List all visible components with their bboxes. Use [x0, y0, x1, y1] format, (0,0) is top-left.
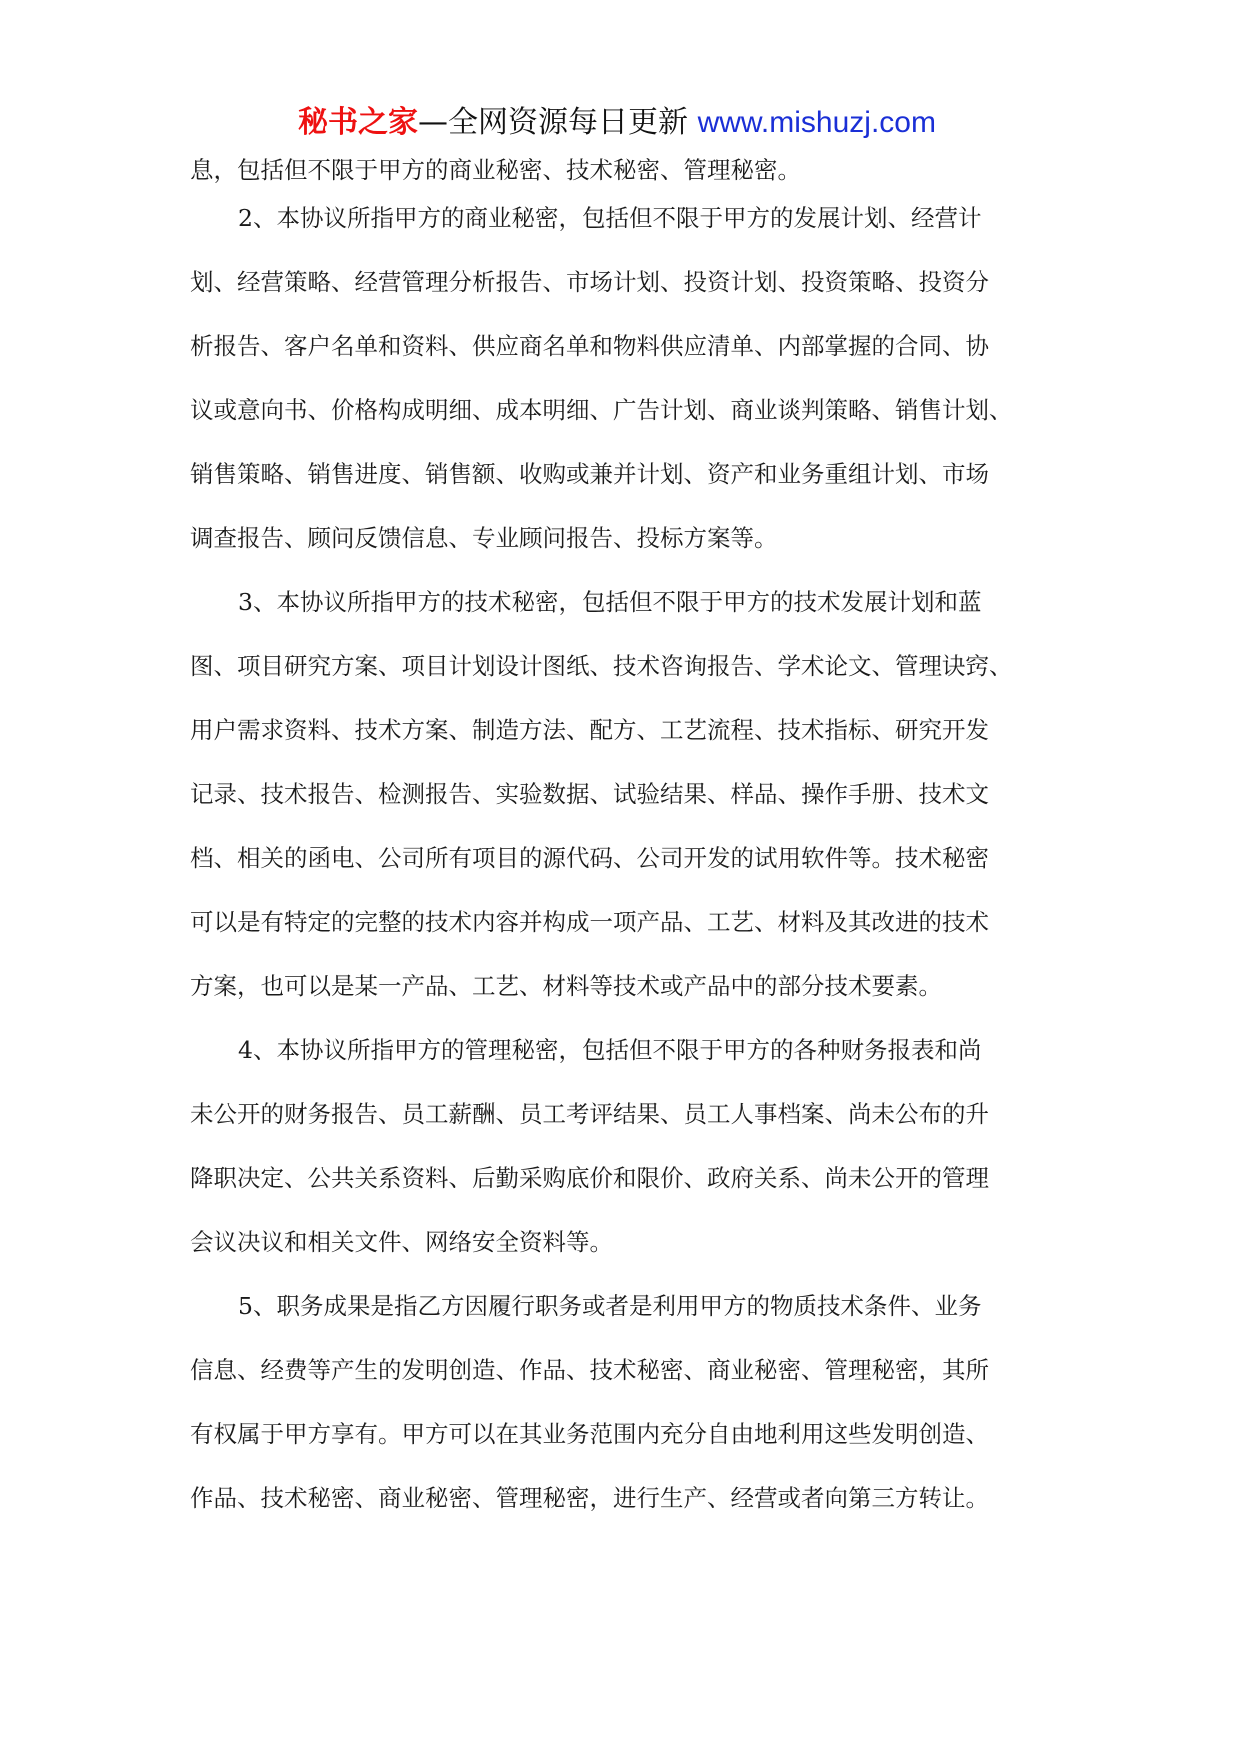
text-line: 销售策略、销售进度、销售额、收购或兼并计划、资产和业务重组计划、市场	[190, 460, 989, 488]
text-line: 调查报告、顾问反馈信息、专业顾问报告、投标方案等。	[190, 524, 778, 552]
text-line: 记录、技术报告、检测报告、实验数据、试验结果、样品、操作手册、技术文	[190, 780, 989, 808]
paragraph-3-start: 3、本协议所指甲方的技术秘密，包括但不限于甲方的技术发展计划和蓝	[238, 588, 982, 616]
page-header	[0, 103, 1234, 143]
text-line: 息，包括但不限于甲方的商业秘密、技术秘密、管理秘密。	[190, 156, 801, 184]
paragraph-5-start: 5、职务成果是指乙方因履行职务或者是利用甲方的物质技术条件、业务	[238, 1292, 982, 1320]
paragraph-2-start: 2、本协议所指甲方的商业秘密，包括但不限于甲方的发展计划、经营计	[238, 204, 982, 232]
header-url-link[interactable]: www.mishuzj.com	[697, 106, 936, 139]
text-line: 议或意向书、价格构成明细、成本明细、广告计划、商业谈判策略、销售计划、	[190, 396, 1013, 424]
text-line: 会议决议和相关文件、网络安全资料等。	[190, 1228, 613, 1256]
document-body	[190, 148, 1060, 1540]
text-line: 有权属于甲方享有。甲方可以在其业务范围内充分自由地利用这些发明创造、	[190, 1420, 989, 1448]
text-line: 析报告、客户名单和资料、供应商名单和物料供应清单、内部掌握的合同、协	[190, 332, 989, 360]
text-line: 可以是有特定的完整的技术内容并构成一项产品、工艺、材料及其改进的技术	[190, 908, 989, 936]
header-site-name: 秘书之家	[298, 105, 419, 140]
header-tagline: —全网资源每日更新	[418, 105, 698, 140]
text-line: 信息、经费等产生的发明创造、作品、技术秘密、商业秘密、管理秘密，其所	[190, 1356, 989, 1384]
text-line: 档、相关的函电、公司所有项目的源代码、公司开发的试用软件等。技术秘密	[190, 844, 989, 872]
text-line: 划、经营策略、经营管理分析报告、市场计划、投资计划、投资策略、投资分	[190, 268, 989, 296]
text-line: 方案，也可以是某一产品、工艺、材料等技术或产品中的部分技术要素。	[190, 972, 942, 1000]
paragraph-4-start: 4、本协议所指甲方的管理秘密，包括但不限于甲方的各种财务报表和尚	[238, 1036, 982, 1064]
text-line: 降职决定、公共关系资料、后勤采购底价和限价、政府关系、尚未公开的管理	[190, 1164, 989, 1192]
text-line: 图、项目研究方案、项目计划设计图纸、技术咨询报告、学术论文、管理诀窍、	[190, 652, 1013, 680]
text-line: 用户需求资料、技术方案、制造方法、配方、工艺流程、技术指标、研究开发	[190, 716, 989, 744]
text-line: 未公开的财务报告、员工薪酬、员工考评结果、员工人事档案、尚未公布的升	[190, 1100, 989, 1128]
text-line: 作品、技术秘密、商业秘密、管理秘密，进行生产、经营或者向第三方转让。	[190, 1484, 989, 1512]
